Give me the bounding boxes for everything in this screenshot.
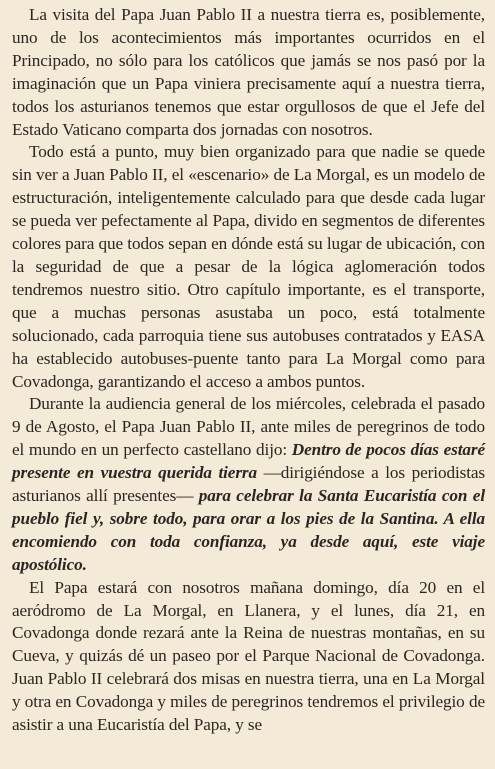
paragraph-4 — [12, 577, 485, 737]
paragraph-1-text: La visita del Papa Juan Pablo II a nuestra tierra es, posiblemente, uno de los acontecimientos más importantes ocurridos en el Principado, no sólo para los católicos que jamás se nos pasó por la imaginación que un Papa viniera precisamente aquí a nuestra tierra, todos los asturianos tenemos que estar orgullosos de que el Jefe del Estado Vaticano comparta dos jornadas con nosotros. — [12, 5, 485, 139]
paragraph-3-intro: Durante la audiencia general de los miércoles, celebrada el pasado 9 de Agosto, el Papa Juan Pablo II, ante miles de peregrinos de todo el mundo en un perfecto castellano dijo: — [12, 394, 485, 460]
papal-quote-part-2: para celebrar la Santa Eucaristía con el pueblo fiel y, sobre todo, para orar a los pies de la Santina. A ella encomiendo con toda confianza, ya desde aquí, este viaje apostólico. — [12, 486, 485, 574]
paragraph-4-text: El Papa estará con nosotros mañana domingo, día 20 en el aeródromo de La Morgal, en Llanera, y el lunes, día 21, en Covadonga donde rezará ante la Reina de nuestras montañas, en su Cueva, y quizás dé un paseo por el Parque Nacional de Covadonga. Juan Pablo II celebrará dos misas en nuestra tierra, una en La Morgal y otra en Covadonga y miles de peregrinos tendremos el privilegio de asistir a una Eucaristía del Papa, y se — [12, 577, 485, 735]
paragraph-1 — [12, 4, 485, 141]
paragraph-3 — [12, 393, 485, 576]
papal-quote-part-1: Dentro de pocos días estaré presente en vuestra querida tierra — [12, 440, 486, 483]
paragraph-2-text: Todo está a punto, muy bien organizado para que nadie se quede sin ver a Juan Pablo II, el «escenario» de La Morgal, es un modelo de estructuración, inteligentemente calculado para que desde cada lugar se pueda ver pefectamente al Papa, divido en segmentos de diferentes colores para que todos sepan en dónde está su lugar de ubicación, con la seguridad de que a pesar de la lógica aglomeración todos tendremos nuestro sitio. Otro capítulo importante, es el transporte, que a muchas personas asustaba un poco, está totalmente solucionado, cada parroquia tiene sus autobuses contratados y EASA ha establecido autobuses-puente tanto para La Morgal como para Covadonga, garantizando el acceso a ambos puntos. — [12, 142, 485, 391]
paragraph-2 — [12, 141, 485, 393]
paragraph-3-aside: —dirigiéndose a los periodistas asturianos allí presentes— — [12, 463, 486, 506]
